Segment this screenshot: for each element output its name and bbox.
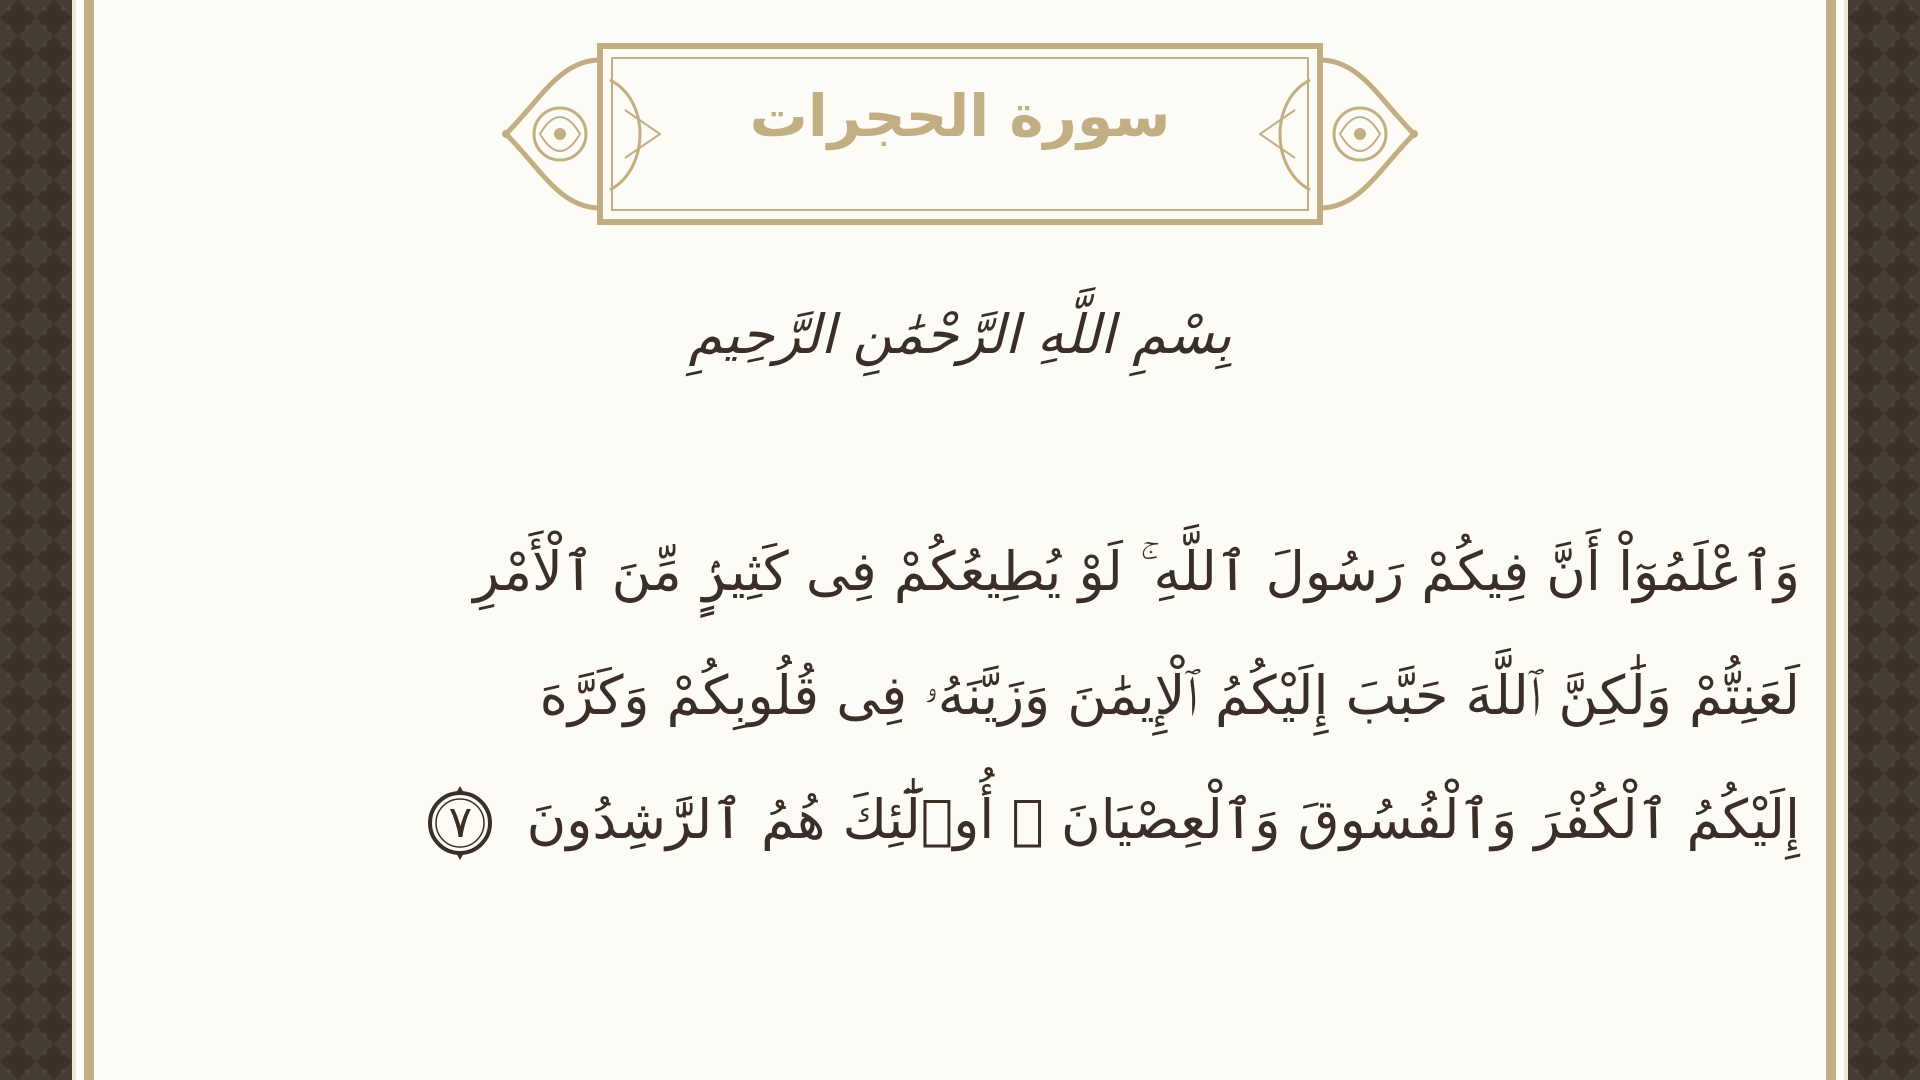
right-ornamental-border — [1848, 0, 1920, 1080]
basmala: بِسْمِ اللَّهِ الرَّحْمَٰنِ الرَّحِيمِ — [688, 303, 1232, 366]
ayah-number: ٧ — [448, 797, 473, 849]
verse-line-1: وَٱعْلَمُوٓاْ أَنَّ فِيكُمْ رَسُولَ ٱللَّهِ ۚ لَوْ يُطِيعُكُمْ فِى كَثِيرٍۢ مِّنَ ٱلْأَمْرِ — [473, 540, 1800, 603]
surah-header-frame — [500, 40, 1420, 230]
verse-line-2: لَعَنِتُّمْ وَلَٰكِنَّ ٱللَّهَ حَبَّبَ إِلَيْكُمُ ٱلْإِيمَٰنَ وَزَيَّنَهُۥ فِى قُلُوبِكُمْ وَكَرَّهَ — [539, 664, 1800, 727]
verse-line-3-text: إِلَيْكُمُ ٱلْكُفْرَ وَٱلْفُسُوقَ وَٱلْعِصْيَانَ ۚ أُو۟لَٰٓئِكَ هُمُ ٱلرَّٰشِدُونَ — [526, 788, 1800, 851]
surah-title: سورة الحجرات — [749, 82, 1171, 150]
left-ornamental-border — [0, 0, 72, 1080]
page-gold-rule-right — [1826, 0, 1836, 1080]
page-edge-left — [72, 0, 76, 1080]
verse-line-3 — [330, 758, 1800, 882]
page-gold-rule-left — [84, 0, 94, 1080]
ayah-end-marker — [421, 784, 499, 862]
page-edge-right — [1844, 0, 1848, 1080]
verse-text — [330, 510, 1800, 882]
